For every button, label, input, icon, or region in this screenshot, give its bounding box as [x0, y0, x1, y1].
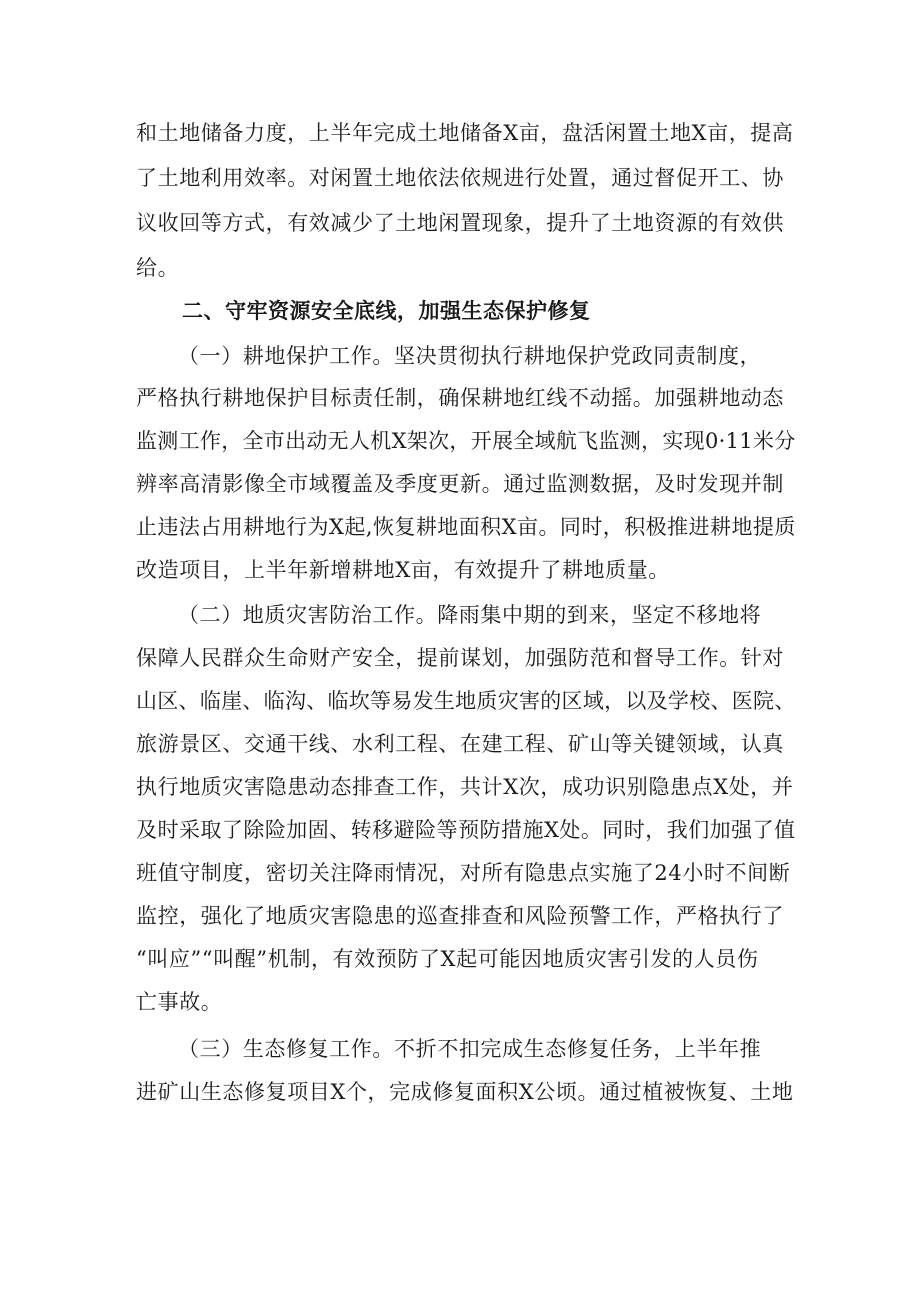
paragraph-line: 及时采取了除险加固、转移避险等预防措施X处。同时，我们加强了值 — [136, 818, 796, 842]
paragraph-line: 保障人民群众生命财产安全，提前谋划，加强防范和督导工作。针对 — [136, 646, 784, 670]
paragraph-line: （三）生态修复工作。不折不扣完成生态修复任务，上半年推 — [178, 1037, 762, 1061]
paragraph-line: 议收回等方式，有效减少了土地闲置现象，提升了土地资源的有效供 — [136, 211, 784, 235]
paragraph-line: 止违法占用耕地行为X起,恢复耕地面积X亩。同时，积极推进耕地提质 — [136, 515, 796, 539]
paragraph-line: 山区、临崖、临沟、临坎等易发生地质灾害的区域，以及学校、医院、 — [136, 689, 796, 713]
paragraph-line: （一）耕地保护工作。坚决贯彻执行耕地保护党政同责制度， — [178, 344, 762, 368]
paragraph-line: 和土地储备力度，上半年完成土地储备X亩，盘活闲置土地X亩，提高 — [136, 121, 794, 145]
paragraph-line: 了土地利用效率。对闲置土地依法依规进行处置，通过督促开工、协 — [136, 166, 784, 190]
paragraph-line: 辨率高清影像全市域覆盖及季度更新。通过监测数据，及时发现并制 — [136, 472, 784, 496]
paragraph-line: 旅游景区、交通干线、水利工程、在建工程、矿山等关键领域，认真 — [136, 732, 784, 756]
section-heading: 二、守牢资源安全底线，加强生态保护修复 — [182, 299, 591, 323]
paragraph-line: 监测工作，全市出动无人机X架次，开展全域航飞监测，实现0·11米分 — [136, 429, 796, 453]
paragraph-line: 改造项目，上半年新增耕地X亩，有效提升了耕地质量。 — [136, 558, 670, 582]
paragraph-line: 给。 — [136, 256, 180, 280]
paragraph-line: 进矿山生态修复项目X个，完成修复面积X公顷。通过植被恢复、土地 — [136, 1080, 794, 1104]
paragraph-line: 亡事故。 — [136, 990, 223, 1014]
paragraph-line: 严格执行耕地保护目标责任制，确保耕地红线不动摇。加强耕地动态 — [136, 386, 784, 410]
paragraph-line: 监控，强化了地质灾害隐患的巡查排查和风险预警工作，严格执行了 — [136, 904, 784, 928]
paragraph-line: 班值守制度，密切关注降雨情况，对所有隐患点实施了24小时不间断 — [136, 861, 791, 885]
paragraph-line: （二）地质灾害防治工作。降雨集中期的到来，坚定不移地将 — [178, 603, 762, 627]
paragraph-line: 执行地质灾害隐患动态排查工作，共计X次，成功识别隐患点X处，并 — [136, 775, 794, 799]
paragraph-line: “叫应”“叫醒”机制，有效预防了X起可能因地质灾害引发的人员伤 — [136, 947, 759, 971]
